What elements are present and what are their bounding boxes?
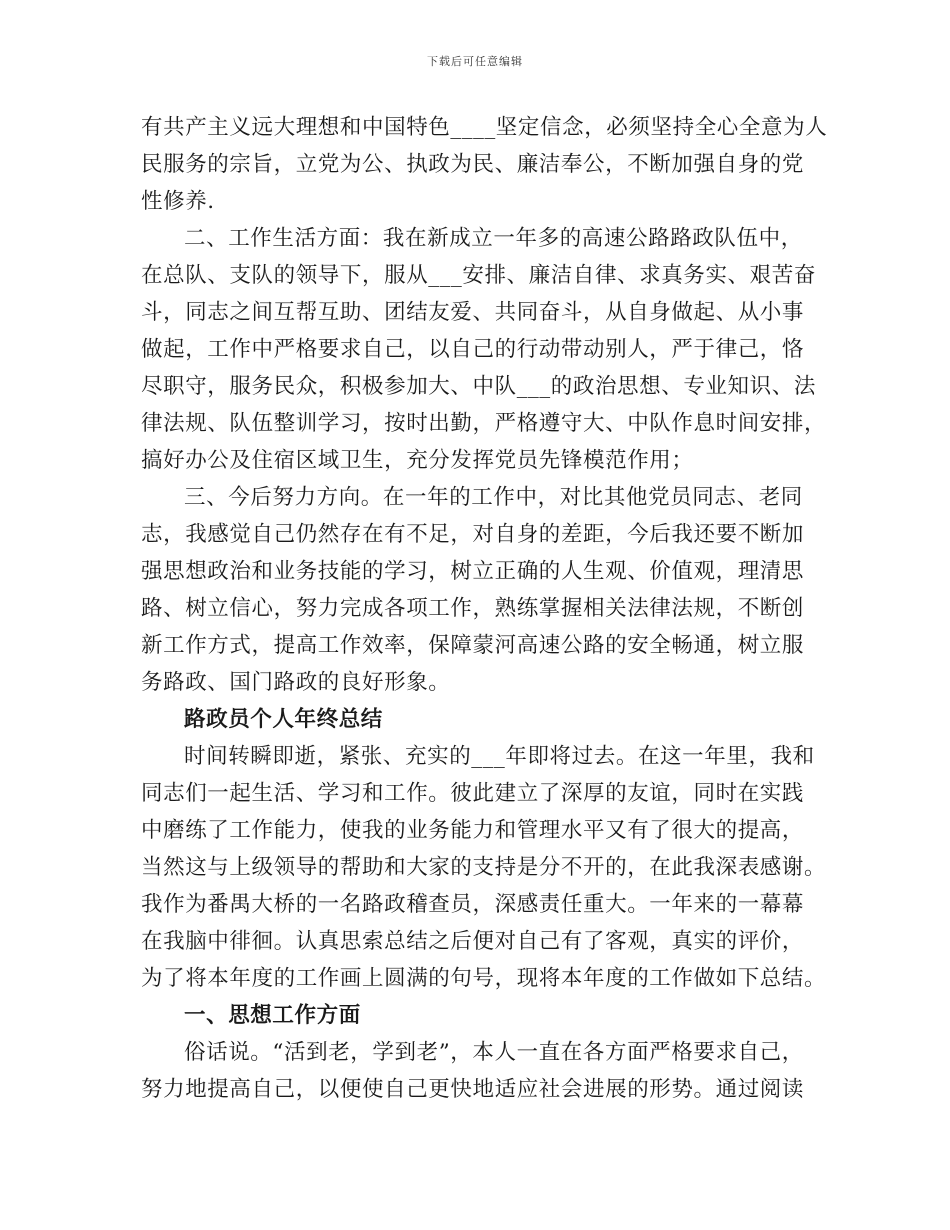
text-line: 同志们一起生活、学习和工作。彼此建立了深厚的友谊，同时在实践 bbox=[141, 781, 805, 806]
text-line: 时间转瞬即逝，紧张、充实的___年即将过去。在这一年里，我和 bbox=[184, 744, 815, 769]
text-line: 当然这与上级领导的帮助和大家的支持是分不开的，在此我深表感谢。 bbox=[141, 855, 827, 880]
page-header: 下载后可任意编辑 bbox=[427, 55, 523, 68]
text-line: 搞好办公及住宿区域卫生，充分发挥党员先锋模范作用； bbox=[141, 448, 694, 473]
text-line: 在总队、支队的领导下，服从___安排、廉洁自律、求真务实、艰苦奋 bbox=[141, 263, 816, 288]
text-line: 强思想政治和业务技能的学习，树立正确的人生观、价值观，理清思 bbox=[141, 559, 805, 584]
document-body bbox=[141, 109, 831, 1108]
text-line: 务路政、国门路政的良好形象。 bbox=[141, 670, 451, 695]
section-heading: 路政员个人年终总结 bbox=[184, 707, 383, 732]
text-line: 俗话说。“活到老，学到老”，本人一直在各方面严格要求自己， bbox=[184, 1040, 804, 1065]
text-line: 志，我感觉自己仍然存在有不足，对自身的差距，今后我还要不断加 bbox=[141, 522, 805, 547]
text-line: 中磨练了工作能力，使我的业务能力和管理水平又有了很大的提高， bbox=[141, 818, 805, 843]
text-line: 三、今后努力方向。在一年的工作中，对比其他党员同志、老同 bbox=[184, 485, 803, 510]
text-line: 我作为番禺大桥的一名路政稽查员，深感责任重大。一年来的一幕幕 bbox=[141, 892, 805, 917]
section-heading: 一、思想工作方面 bbox=[184, 1003, 361, 1028]
text-line: 民服务的宗旨，立党为公、执政为民、廉洁奉公，不断加强自身的党 bbox=[141, 152, 805, 177]
text-line: 新工作方式，提高工作效率，保障蒙河高速公路的安全畅通，树立服 bbox=[141, 633, 805, 658]
text-line: 二、工作生活方面：我在新成立一年多的高速公路路政队伍中， bbox=[184, 226, 803, 251]
text-line: 做起，工作中严格要求自己，以自己的行动带动别人，严于律己，恪 bbox=[141, 337, 805, 362]
text-line: 性修养. bbox=[141, 189, 215, 214]
text-line: 律法规、队伍整训学习，按时出勤，严格遵守大、中队作息时间安排， bbox=[141, 411, 827, 436]
text-line: 路、树立信心，努力完成各项工作，熟练掌握相关法律法规，不断创 bbox=[141, 596, 805, 621]
text-line: 有共产主义远大理想和中国特色____坚定信念，必须坚持全心全意为人 bbox=[141, 115, 828, 140]
text-line: 为了将本年度的工作画上圆满的句号，现将本年度的工作做如下总结。 bbox=[141, 966, 827, 991]
text-line: 斗，同志之间互帮互助、团结友爱、共同奋斗，从自身做起、从小事 bbox=[141, 300, 805, 325]
text-line: 尽职守，服务民众，积极参加大、中队___的政治思想、专业知识、法 bbox=[141, 374, 816, 399]
text-line: 在我脑中徘徊。认真思索总结之后便对自己有了客观，真实的评价， bbox=[141, 929, 805, 954]
text-line: 努力地提高自己，以便使自己更快地适应社会进展的形势。通过阅读 bbox=[141, 1077, 805, 1102]
